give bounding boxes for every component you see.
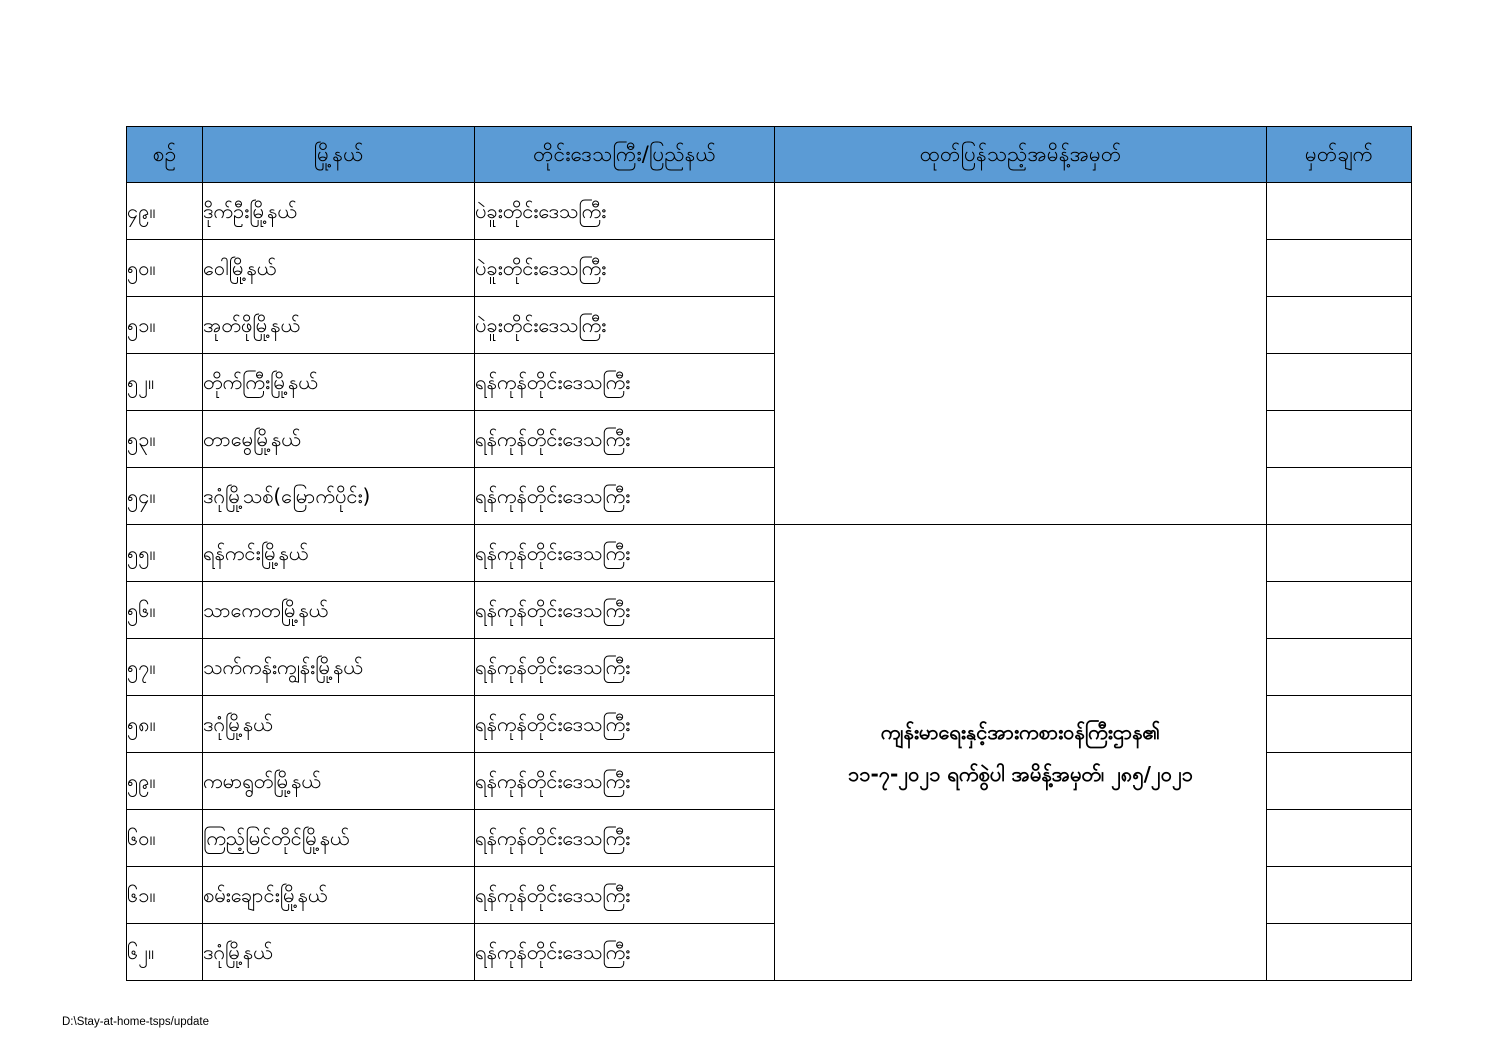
table-row [127, 183, 1412, 240]
cell-serial-number: ၅၉။ [127, 753, 203, 810]
cell-region: ရန်ကုန်တိုင်းဒေသကြီး [475, 810, 775, 867]
cell-remark [1267, 525, 1412, 582]
cell-serial-number: ၅၁။ [127, 297, 203, 354]
cell-township: ဒဂုံမြို့သစ်(မြောက်ပိုင်း) [203, 468, 475, 525]
cell-serial-number: ၅၀။ [127, 240, 203, 297]
column-header-order: ထုတ်ပြန်သည့်အမိန့်အမှတ် [775, 127, 1267, 183]
order-text-line: ၁၁-၇-၂၀၂၁ ရက်စွဲပါ အမိန့်အမှတ်၊ ၂၈၅/၂၀၂၁ [847, 761, 1194, 786]
cell-township: ကမာရွတ်မြို့နယ် [203, 753, 475, 810]
table-body [127, 183, 1412, 981]
cell-remark [1267, 696, 1412, 753]
cell-remark [1267, 354, 1412, 411]
table-header [127, 127, 1412, 183]
cell-region: ပဲခူးတိုင်းဒေသကြီး [475, 240, 775, 297]
cell-serial-number: ၅၃။ [127, 411, 203, 468]
cell-region: ရန်ကုန်တိုင်းဒေသကြီး [475, 468, 775, 525]
cell-township: ဝေါမြို့နယ် [203, 240, 475, 297]
cell-township: တိုက်ကြီးမြို့နယ် [203, 354, 475, 411]
cell-township: သာကေတမြို့နယ် [203, 582, 475, 639]
cell-remark [1267, 297, 1412, 354]
cell-township: သက်ကန်းကျွန်းမြို့နယ် [203, 639, 475, 696]
column-header-remark: မှတ်ချက် [1267, 127, 1412, 183]
cell-serial-number: ၅၂။ [127, 354, 203, 411]
cell-remark [1267, 867, 1412, 924]
cell-remark [1267, 183, 1412, 240]
cell-remark [1267, 411, 1412, 468]
cell-serial-number: ၆၂။ [127, 924, 203, 981]
cell-region: ရန်ကုန်တိုင်းဒေသကြီး [475, 924, 775, 981]
cell-remark [1267, 468, 1412, 525]
cell-region: ရန်ကုန်တိုင်းဒေသကြီး [475, 753, 775, 810]
cell-township: ဒိုက်ဦးမြို့နယ် [203, 183, 475, 240]
cell-township: အုတ်ဖိုမြို့နယ် [203, 297, 475, 354]
cell-township: ဒဂုံမြို့နယ် [203, 924, 475, 981]
cell-remark [1267, 639, 1412, 696]
cell-serial-number: ၅၇။ [127, 639, 203, 696]
cell-remark [1267, 810, 1412, 867]
column-header-township: မြို့နယ် [203, 127, 475, 183]
cell-remark [1267, 240, 1412, 297]
cell-region: ရန်ကုန်တိုင်းဒေသကြီး [475, 696, 775, 753]
cell-township: စမ်းချောင်းမြို့နယ် [203, 867, 475, 924]
cell-township: ကြည့်မြင်တိုင်မြို့နယ် [203, 810, 475, 867]
township-order-table [126, 126, 1412, 981]
cell-order-number [775, 183, 1267, 525]
cell-township: ဒဂုံမြို့နယ် [203, 696, 475, 753]
table-row [127, 525, 1412, 582]
cell-region: ရန်ကုန်တိုင်းဒေသကြီး [475, 525, 775, 582]
order-text-line: ကျန်းမာရေးနှင့်အားကစားဝန်ကြီးဌာန၏ [880, 719, 1161, 744]
table-header-row [127, 127, 1412, 183]
cell-region: ရန်ကုန်တိုင်းဒေသကြီး [475, 582, 775, 639]
cell-region: ရန်ကုန်တိုင်းဒေသကြီး [475, 411, 775, 468]
cell-region: ပဲခူးတိုင်းဒေသကြီး [475, 183, 775, 240]
cell-remark [1267, 753, 1412, 810]
cell-region: ရန်ကုန်တိုင်းဒေသကြီး [475, 354, 775, 411]
cell-serial-number: ၅၅။ [127, 525, 203, 582]
cell-serial-number: ၄၉။ [127, 183, 203, 240]
cell-serial-number: ၅၄။ [127, 468, 203, 525]
cell-region: ပဲခူးတိုင်းဒေသကြီး [475, 297, 775, 354]
cell-serial-number: ၅၆။ [127, 582, 203, 639]
cell-order-number [775, 525, 1267, 981]
footer-file-path: D:\Stay-at-home-tsps/update [62, 1016, 210, 1028]
cell-serial-number: ၅၈။ [127, 696, 203, 753]
cell-region: ရန်ကုန်တိုင်းဒေသကြီး [475, 867, 775, 924]
cell-serial-number: ၆၁။ [127, 867, 203, 924]
cell-remark [1267, 924, 1412, 981]
cell-township: ရန်ကင်းမြို့နယ် [203, 525, 475, 582]
column-header-region: တိုင်းဒေသကြီး/ပြည်နယ် [475, 127, 775, 183]
cell-region: ရန်ကုန်တိုင်းဒေသကြီး [475, 639, 775, 696]
cell-township: တာမွေမြို့နယ် [203, 411, 475, 468]
cell-serial-number: ၆၀။ [127, 810, 203, 867]
cell-remark [1267, 582, 1412, 639]
column-header-no: စဉ် [127, 127, 203, 183]
